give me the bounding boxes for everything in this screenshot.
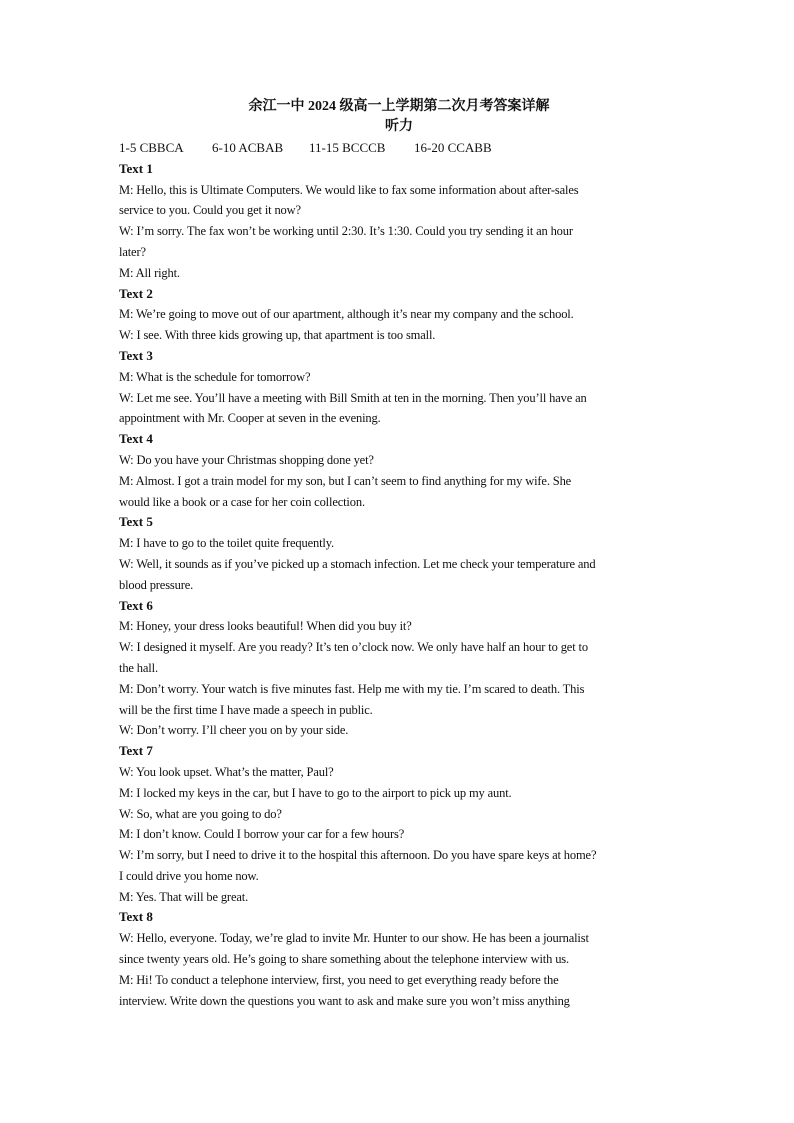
transcript-line: blood pressure. — [119, 577, 194, 592]
transcript-line: would like a book or a case for her coin collection. — [119, 494, 365, 509]
section-heading: Text 4 — [119, 431, 153, 447]
transcript-line: W: Hello, everyone. Today, we’re glad to invite Mr. Hunter to our show. He has been a journalist — [119, 931, 589, 946]
section-title-listening: 听力 — [385, 119, 413, 134]
transcript-line: W: Let me see. You’ll have a meeting with Bill Smith at ten in the morning. Then you’ll have an — [119, 390, 587, 405]
transcript-line: W: Well, it sounds as if you’ve picked up a stomach infection. Let me check your temperature and — [119, 556, 596, 571]
section-heading: Text 2 — [119, 285, 153, 301]
transcript-line: appointment with Mr. Cooper at seven in the evening. — [119, 411, 381, 426]
transcript-line: will be the first time I have made a speech in public. — [119, 702, 373, 717]
transcript-line: later? — [119, 244, 146, 259]
transcript-line: M: What is the schedule for tomorrow? — [119, 369, 311, 384]
transcript-line: interview. Write down the questions you want to ask and make sure you won’t miss anything — [119, 993, 570, 1008]
transcript-line: W: I’m sorry, but I need to drive it to the hospital this afternoon. Do you have spare keys at home? — [119, 848, 597, 863]
section-heading: Text 8 — [119, 909, 153, 925]
transcript-line: W: I’m sorry. The fax won’t be working until 2:30. It’s 1:30. Could you try sending it an hour — [119, 224, 573, 239]
transcript-line: M: I don’t know. Could I borrow your car for a few hours? — [119, 827, 405, 842]
transcript-line: since twenty years old. He’s going to share something about the telephone interview with us. — [119, 952, 569, 967]
section-heading: Text 6 — [119, 597, 153, 613]
answer-key-row — [119, 138, 679, 159]
transcript-line: W: I see. With three kids growing up, that apartment is too small. — [119, 328, 436, 343]
transcript-line: W: So, what are you going to do? — [119, 806, 282, 821]
answer-key-16-20: 16-20 CCABB — [414, 140, 492, 155]
transcript-line: M: We’re going to move out of our apartment, although it’s near my company and the school. — [119, 307, 574, 322]
section-heading: Text 1 — [119, 160, 153, 176]
section-heading: Text 5 — [119, 514, 153, 530]
transcript-line: W: You look upset. What’s the matter, Paul? — [119, 764, 334, 779]
document-page — [119, 96, 679, 1011]
transcript-body — [119, 159, 679, 1012]
transcript-line: M: Almost. I got a train model for my son, but I can’t seem to find anything for my wife. She — [119, 473, 572, 488]
transcript-line: I could drive you home now. — [119, 868, 259, 883]
section-heading: Text 7 — [119, 743, 153, 759]
transcript-line: M: Honey, your dress looks beautiful! When did you buy it? — [119, 619, 412, 634]
transcript-line: W: Don’t worry. I’ll cheer you on by your side. — [119, 723, 349, 738]
transcript-line: M: Don’t worry. Your watch is five minutes fast. Help me with my tie. I’m scared to death. This — [119, 681, 585, 696]
transcript-line: M: Yes. That will be great. — [119, 889, 249, 904]
transcript-line: M: I locked my keys in the car, but I have to go to the airport to pick up my aunt. — [119, 785, 512, 800]
transcript-line: M: Hello, this is Ultimate Computers. We would like to fax some information about after-sales — [119, 182, 579, 197]
transcript-line: W: Do you have your Christmas shopping done yet? — [119, 452, 374, 467]
transcript-line: M: All right. — [119, 265, 180, 280]
transcript-line: M: Hi! To conduct a telephone interview, first, you need to get everything ready before the — [119, 972, 559, 987]
answer-key-1-5: 1-5 CBBCA — [119, 140, 184, 155]
section-heading: Text 3 — [119, 347, 153, 363]
answer-key-11-15: 11-15 BCCCB — [309, 140, 386, 155]
transcript-line: service to you. Could you get it now? — [119, 203, 301, 218]
answer-key-6-10: 6-10 ACBAB — [212, 140, 284, 155]
transcript-line: M: I have to go to the toilet quite frequently. — [119, 536, 335, 551]
document-title: 余江一中 2024 级高一上学期第二次月考答案详解 — [248, 99, 550, 114]
transcript-line: W: I designed it myself. Are you ready? It’s ten o’clock now. We only have half an hour to get to — [119, 640, 588, 655]
transcript-line: the hall. — [119, 660, 158, 675]
